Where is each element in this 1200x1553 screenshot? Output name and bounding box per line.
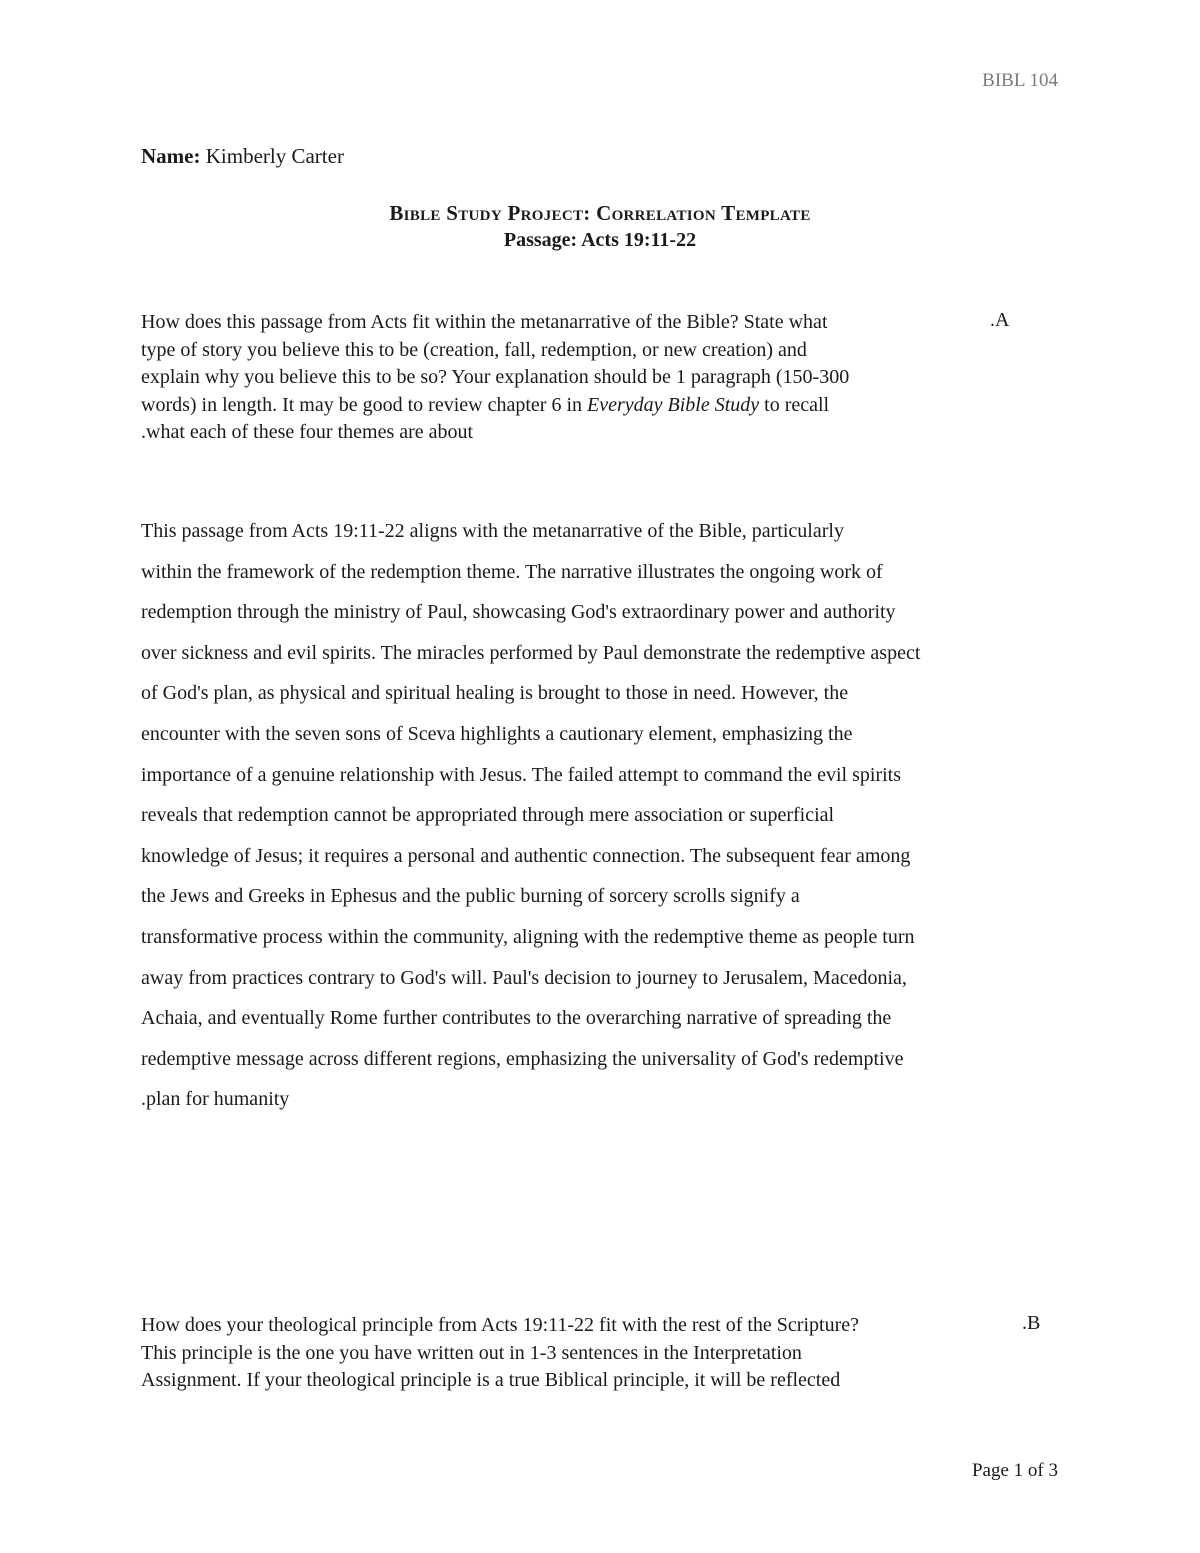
question-b-line: How does your theological principle from Acts 19:11-22 fit with the rest of the Scripture? xyxy=(141,1314,859,1336)
question-a-line: explain why you believe this to be so? Your explanation should be 1 paragraph (150-300 xyxy=(141,366,850,388)
student-name: Kimberly Carter xyxy=(205,144,344,168)
question-b-line: This principle is the one you have written out in 1-3 sentences in the Interpretation xyxy=(141,1341,802,1364)
title-block xyxy=(0,199,1200,253)
answer-line: transformative process within the community, aligning with the redemptive theme as people turn xyxy=(141,925,915,948)
answer-line: of God's plan, as physical and spiritual healing is brought to those in need. However, the xyxy=(141,682,849,705)
question-a-marker: .A xyxy=(990,309,1010,331)
page-indicator: Page 1 of 3 xyxy=(971,1460,1058,1481)
question-a-line: type of story you believe this to be (creation, fall, redemption, or new creation) and xyxy=(141,338,807,361)
answer-line: the Jews and Greeks in Ephesus and the public burning of sorcery scrolls signify a xyxy=(141,885,800,908)
name-label: Name: xyxy=(141,144,201,168)
question-a-line-tail: to recall xyxy=(764,393,830,416)
answer-line: This passage from Acts 19:11-22 aligns with the metanarrative of the Bible, particularly xyxy=(141,520,844,542)
question-a-line xyxy=(141,392,981,420)
answer-line: redemption through the ministry of Paul, showcasing God's extraordinary power and authority xyxy=(141,601,896,624)
answer-line: over sickness and evil spirits. The miracles performed by Paul demonstrate the redemptive aspect xyxy=(141,641,921,664)
answer-line: within the framework of the redemption theme. The narrative illustrates the ongoing work of xyxy=(141,560,883,583)
question-b-marker: .B xyxy=(1022,1312,1041,1334)
question-b xyxy=(141,1312,981,1395)
question-b-line: Assignment. If your theological principle is a true Biblical principle, it will be reflected xyxy=(141,1369,841,1391)
student-name-line xyxy=(141,144,344,169)
answer-line: away from practices contrary to God's will. Paul's decision to journey to Jerusalem, Macedonia, xyxy=(141,966,907,989)
answer-line: encounter with the seven sons of Sceva highlights a cautionary element, emphasizing the xyxy=(141,722,853,745)
book-title: Everyday Bible Study xyxy=(587,393,760,416)
question-a-line-text: words) in length. It may be good to review chapter 6 in xyxy=(141,393,582,416)
answer-line: .plan for humanity xyxy=(141,1088,290,1111)
answer-line: importance of a genuine relationship with Jesus. The failed attempt to command the evil spirits xyxy=(141,763,901,786)
question-a xyxy=(141,309,981,447)
course-code: BIBL 104 xyxy=(982,70,1058,91)
question-a-line: .what each of these four themes are about xyxy=(141,421,474,443)
answer-line: Achaia, and eventually Rome further contributes to the overarching narrative of spreading the xyxy=(141,1007,892,1030)
answer-a xyxy=(141,511,1071,1120)
answer-line: redemptive message across different regions, emphasizing the universality of God's redemptive xyxy=(141,1047,904,1070)
answer-line: knowledge of Jesus; it requires a personal and authentic connection. The subsequent fear among xyxy=(141,844,911,867)
question-a-line: How does this passage from Acts fit within the metanarrative of the Bible? State what xyxy=(141,311,828,333)
answer-line: reveals that redemption cannot be appropriated through mere association or superficial xyxy=(141,804,835,827)
passage-reference: Passage: Acts 19:11-22 xyxy=(503,229,697,251)
document-title: Bible Study Project: Correlation Template xyxy=(389,201,811,225)
